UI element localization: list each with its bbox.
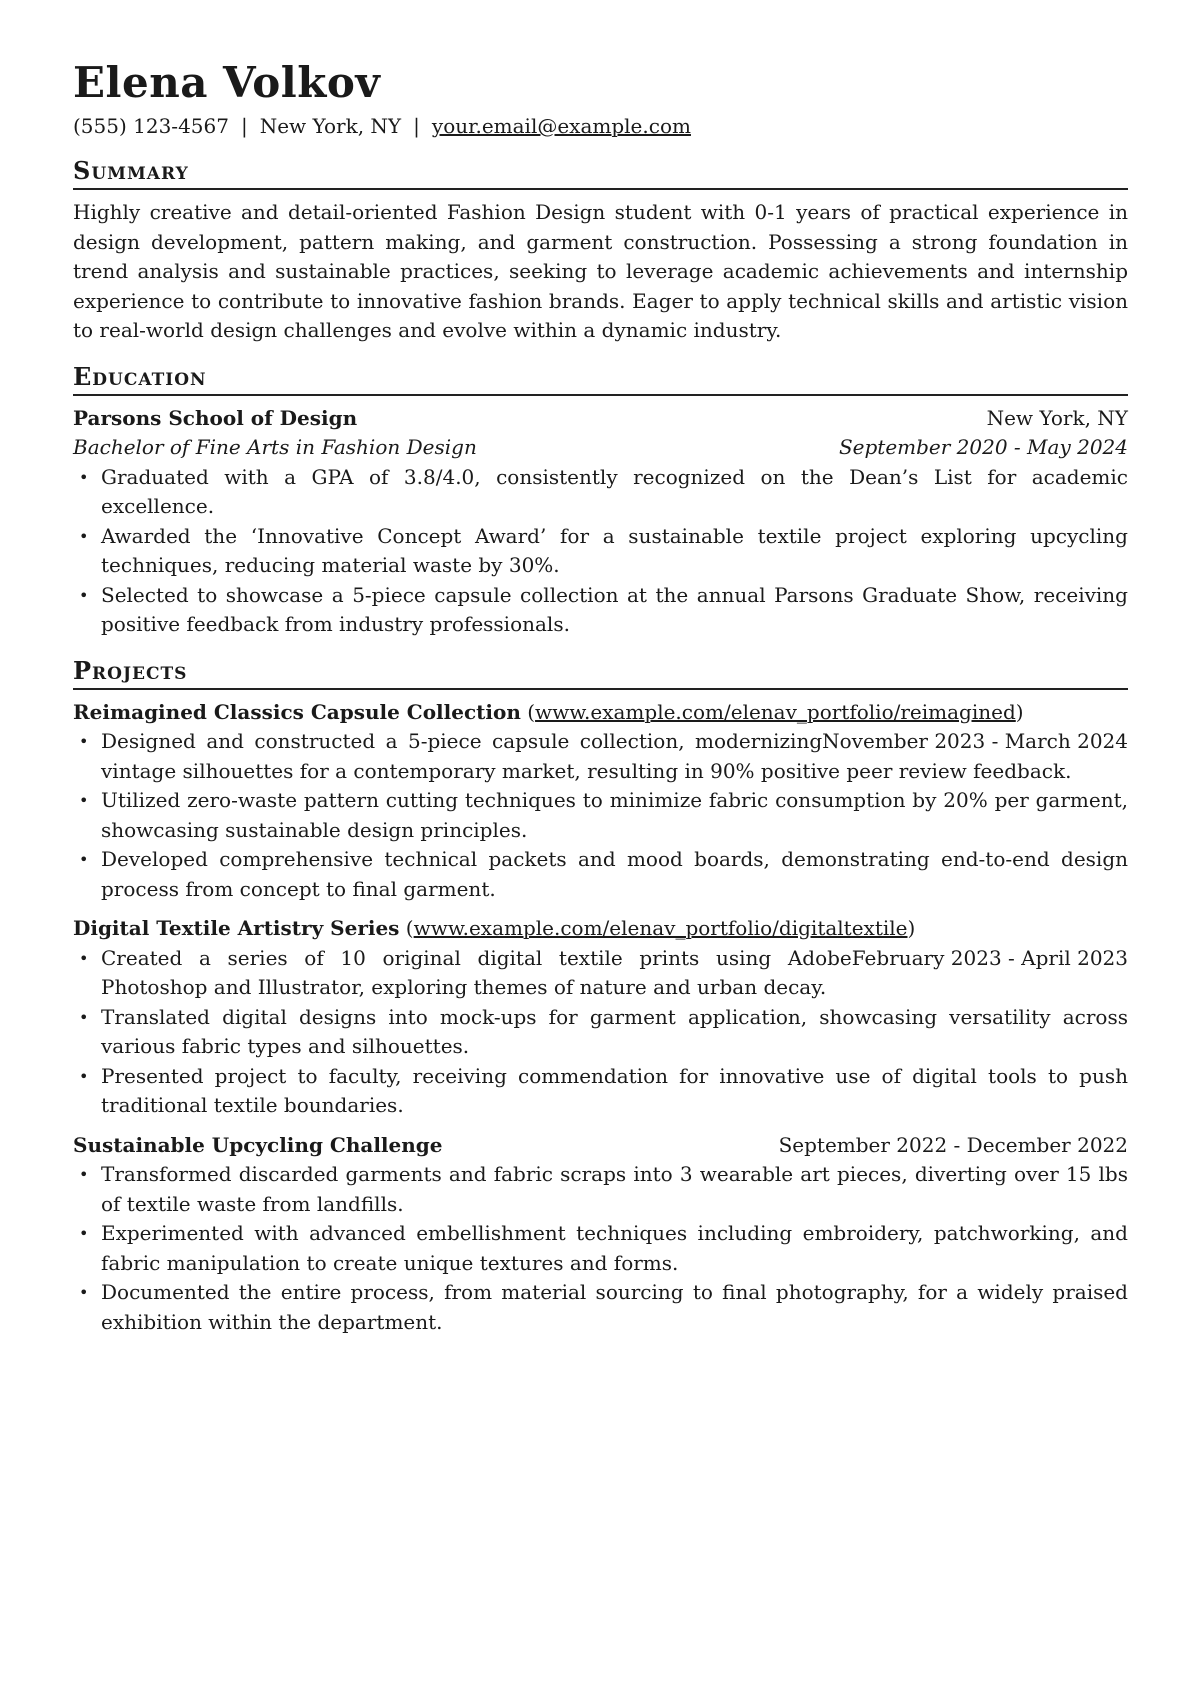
email-link[interactable]: your.email@example.com [431,114,691,139]
summary-text: Highly creative and detail-oriented Fashion Design student with 0-1 years of practical experience in design development, pattern making, and garment construction. Possessing a strong foundation in trend analysis and sustainable practices, seeking to leverage academic achievements and internship experience to contribute to innovative fashion brands. Eager to apply technical skills and artistic vision to real-world design challenges and evolve within a dynamic industry. [73,200,1128,343]
project-entry [73,698,1128,905]
education-section [73,362,1128,640]
project-dates: September 2022 - December 2022 [778,1132,1128,1157]
list-item: • Experimented with advanced embellishment techniques including embroidery, patchworking, and fabric manipulation to create unique textures and forms. [73,1219,1128,1278]
project-header: Digital Textile Artistry Series (www.example.com/elenav_portfolio/digitaltextile) February 2023 - April 2023 [73,914,1128,944]
resume-page [73,58,1128,1347]
project-name: Sustainable Upcycling Challenge [73,1132,443,1157]
list-item: • Translated digital designs into mock-ups for garment application, showcasing versatility across various fabric types and silhouettes. [73,1003,1128,1062]
education-bullets [73,463,1128,640]
phone-text: (555) 123-4567 [73,114,229,139]
project-entry [73,914,1128,1121]
degree-name: Bachelor of Fine Arts in Fashion Design [73,435,477,460]
list-item: • Selected to showcase a 5-piece capsule collection at the annual Parsons Graduate Show, receiving positive feedback from industry professionals. [73,581,1128,640]
education-header-row [73,404,1128,434]
list-item: • Designed and constructed a 5-piece capsule collection, modernizing vintage silhouettes for a contemporary market, resulting in 90% positive peer review feedback. [73,727,1128,786]
school-location: New York, NY [986,405,1128,430]
school-name: Parsons School of Design [73,405,358,430]
project-link[interactable]: www.example.com/elenav_portfolio/digitaltextile [413,916,908,941]
location-text: New York, NY [259,114,402,139]
list-item: • Awarded the ‘Innovative Concept Award’ for a sustainable textile project exploring upcycling techniques, reducing material waste by 30%. [73,522,1128,581]
list-item: • Graduated with a GPA of 3.8/4.0, consistently recognized on the Dean’s List for academic excellence. [73,463,1128,522]
projects-section [73,656,1128,1338]
contact-separator: | [240,114,248,139]
project-entry [73,1131,1128,1338]
project-bullets [73,727,1128,904]
project-name: Reimagined Classics Capsule Collection [73,699,521,724]
list-item: • Transformed discarded garments and fabric scraps into 3 wearable art pieces, diverting over 15 lbs of textile waste from landfills. [73,1160,1128,1219]
contact-separator: | [413,114,420,139]
project-name: Digital Textile Artistry Series [73,916,400,941]
project-bullets [73,944,1128,1121]
section-title-education: Education [73,362,1128,396]
list-item: • Documented the entire process, from material sourcing to final photography, for a widely praised exhibition within the department. [73,1278,1128,1337]
project-dates: November 2023 - March 2024 [822,729,1128,754]
summary-section [73,156,1128,346]
list-item: • Utilized zero-waste pattern cutting techniques to minimize fabric consumption by 20% per garment, showcasing sustainable design principles. [73,786,1128,845]
list-item: • Developed comprehensive technical packets and mood boards, demonstrating end-to-end design process from concept to final garment. [73,845,1128,904]
project-header [73,1131,1128,1161]
project-header: Reimagined Classics Capsule Collection (www.example.com/elenav_portfolio/reimagined) November 2023 - March 2024 [73,698,1128,728]
education-degree-row [73,433,1128,463]
section-title-projects: Projects [73,656,1128,690]
contact-line [73,112,1128,140]
section-title-summary: Summary [73,156,1128,190]
project-bullets [73,1160,1128,1337]
resume-name: Elena Volkov [73,58,381,107]
project-link[interactable]: www.example.com/elenav_portfolio/reimagined [535,699,1016,724]
project-dates: February 2023 - April 2023 [851,945,1128,970]
education-dates: September 2020 - May 2024 [838,435,1128,460]
list-item: • Presented project to faculty, receiving commendation for innovative use of digital tools to push traditional textile boundaries. [73,1062,1128,1121]
list-item: • Created a series of 10 original digital textile prints using Adobe Photoshop and Illustrator, exploring themes of nature and urban decay. [73,944,1128,1003]
